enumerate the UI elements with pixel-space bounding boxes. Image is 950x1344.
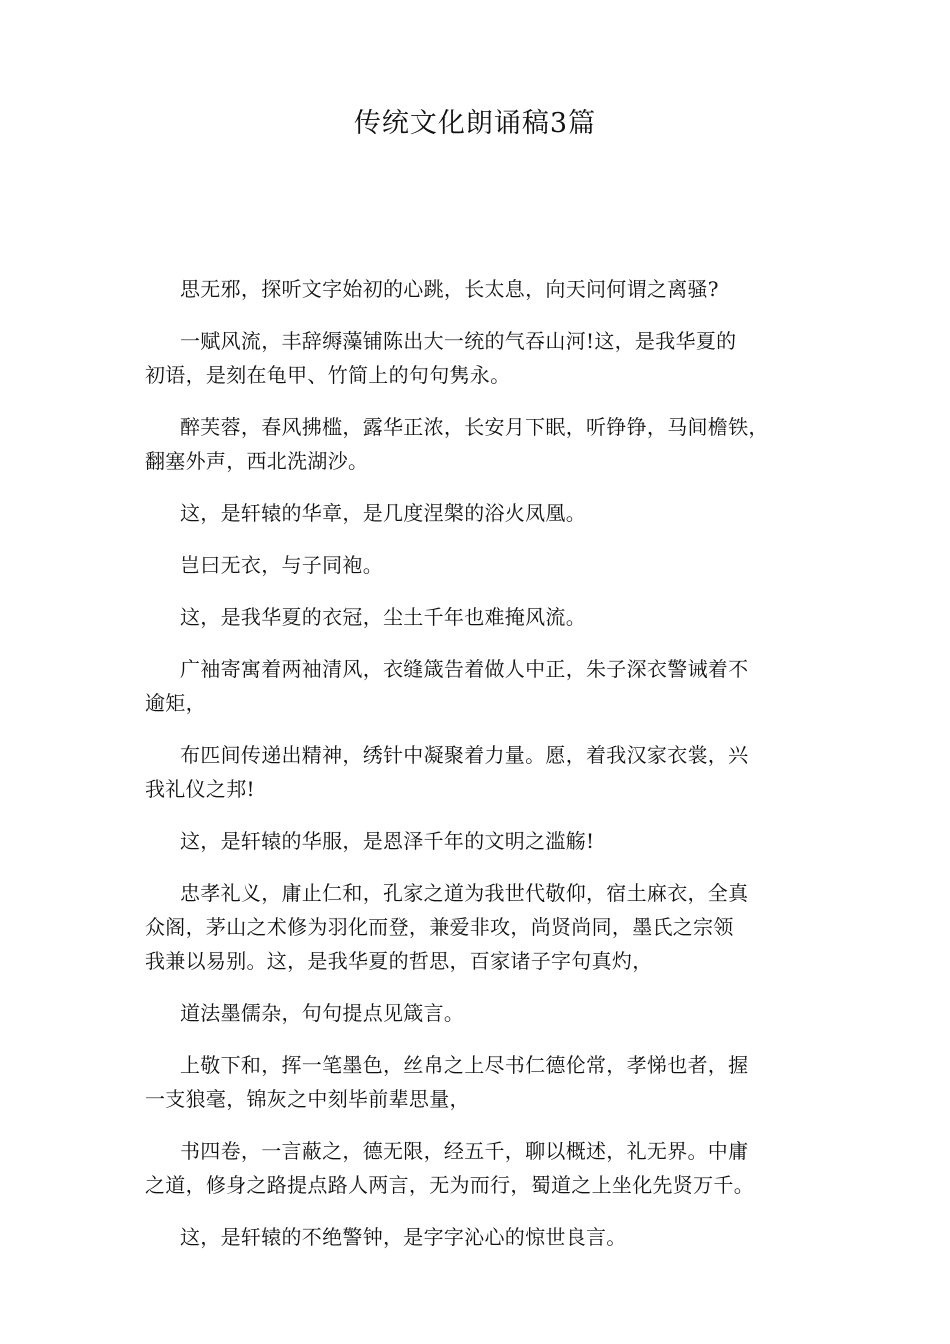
paragraph-line: 广袖寄寓着两袖清风，衣缝箴告着做人中正，朱子深衣警诫着不 <box>180 657 749 681</box>
paragraph-line: 逾矩， <box>145 691 206 715</box>
paragraph-line: 我礼仪之邦! <box>145 777 255 801</box>
paragraph <box>145 1220 815 1254</box>
paragraph <box>145 738 815 806</box>
document-body <box>145 272 815 1272</box>
paragraph-line: 思无邪，探听文字始初的心跳，长太息，向天问何谓之离骚? <box>180 277 719 301</box>
paragraph <box>145 600 815 634</box>
paragraph-line: 初语，是刻在龟甲、竹简上的句句隽永。 <box>145 363 511 387</box>
paragraph-line: 道法墨儒杂，句句提点见箴言。 <box>180 1001 465 1025</box>
paragraph-line: 一赋风流，丰辞缛藻铺陈出大一统的气吞山河!这，是我华夏的 <box>180 329 737 353</box>
paragraph-line: 书四卷，一言蔽之，德无限，经五千，聊以概述，礼无界。中庸 <box>180 1139 749 1163</box>
paragraph-line: 众阁，茅山之术修为羽化而登，兼爱非攻，尚贤尚同，墨氏之宗领 <box>145 915 734 939</box>
paragraph <box>145 1048 815 1116</box>
paragraph-line: 这，是轩辕的华章，是几度涅槃的浴火凤凰。 <box>180 501 586 525</box>
paragraph-line: 醉芙蓉，春风拂槛，露华正浓，长安月下眠，听铮铮，马间檐铁， <box>180 415 769 439</box>
paragraph-line: 这，是轩辕的不绝警钟，是字字沁心的惊世良言。 <box>180 1225 627 1249</box>
paragraph <box>145 272 815 306</box>
paragraph <box>145 1134 815 1202</box>
paragraph-line: 我兼以易别。这，是我华夏的哲思，百家诸子字句真灼， <box>145 949 653 973</box>
paragraph <box>145 996 815 1030</box>
paragraph-line: 忠孝礼义，庸止仁和，孔家之道为我世代敬仰，宿土麻衣，全真 <box>180 881 749 905</box>
paragraph <box>145 324 815 392</box>
paragraph-line: 之道，修身之路提点路人两言，无为而行，蜀道之上坐化先贤万千。 <box>145 1173 754 1197</box>
paragraph <box>145 496 815 530</box>
paragraph-line: 上敬下和，挥一笔墨色，丝帛之上尽书仁德伦常，孝悌也者，握 <box>180 1053 749 1077</box>
paragraph-line: 一支狼毫，锦灰之中刻毕前辈思量， <box>145 1087 470 1111</box>
document-title: 传统文化朗诵稿3篇 <box>353 108 597 139</box>
paragraph-line: 翻塞外声，西北洗湖沙。 <box>145 449 369 473</box>
paragraph <box>145 876 815 978</box>
paragraph-line: 这，是轩辕的华服，是恩泽千年的文明之滥觞! <box>180 829 595 853</box>
paragraph <box>145 548 815 582</box>
paragraph <box>145 410 815 478</box>
paragraph-line: 布匹间传递出精神，绣针中凝聚着力量。愿，着我汉家衣裳，兴 <box>180 743 749 767</box>
paragraph-line: 岂曰无衣，与子同袍。 <box>180 553 383 577</box>
paragraph-line: 这，是我华夏的衣冠，尘土千年也难掩风流。 <box>180 605 586 629</box>
paragraph <box>145 824 815 858</box>
paragraph <box>145 652 815 720</box>
